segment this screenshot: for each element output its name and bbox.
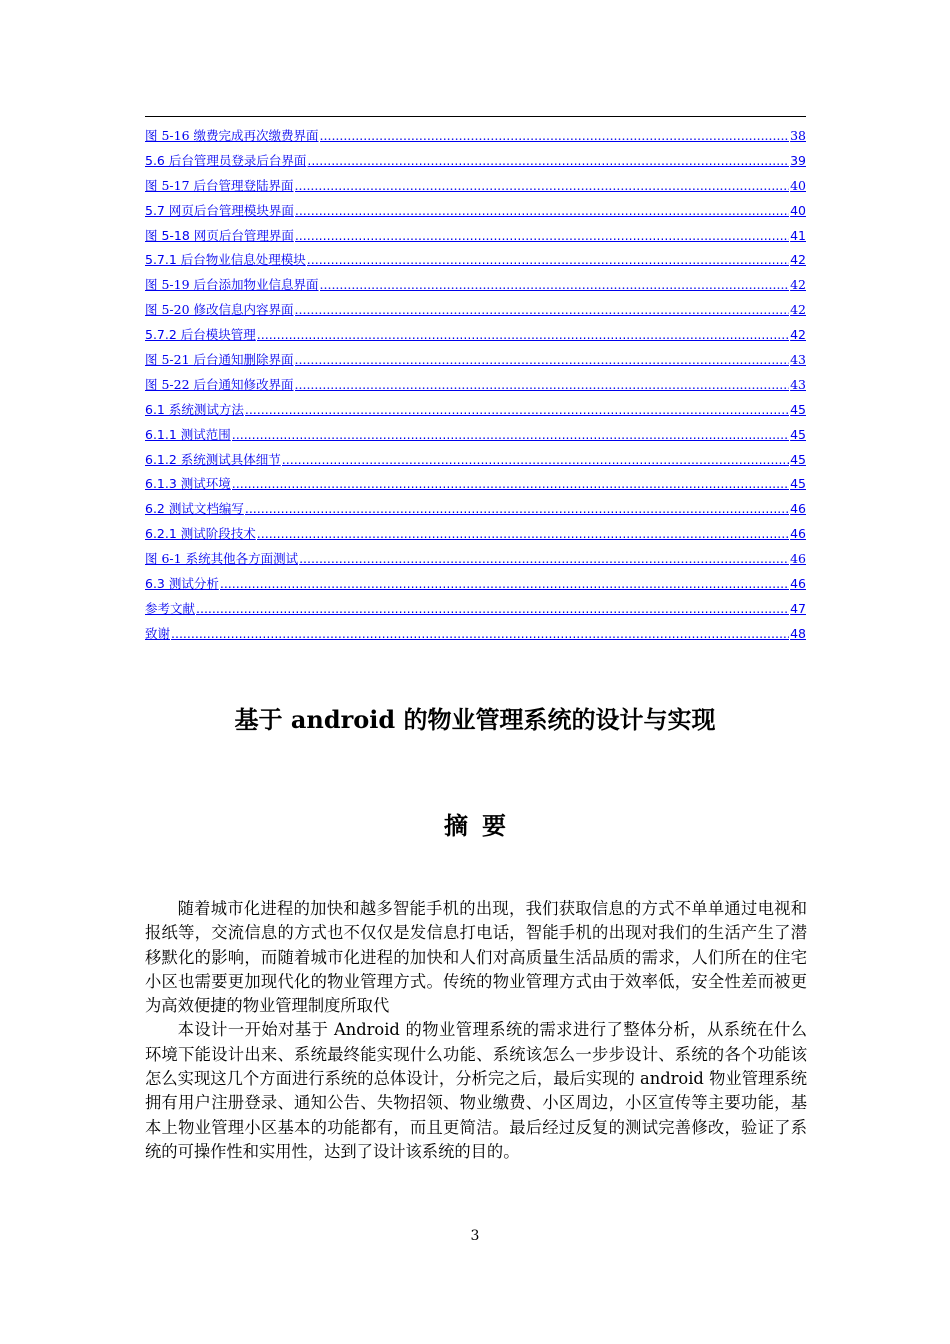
toc-entry[interactable] [145,574,806,599]
toc-entry-page: 46 [790,526,806,542]
toc-entry-page: 46 [790,551,806,567]
toc-entry-title: 图 5-16 缴费完成再次缴费界面 [145,128,319,143]
toc-entry-title: 6.1.2 系统测试具体细节 [145,451,281,467]
abstract-paragraph: 本设计一开始对基于 Android 的物业管理系统的需求进行了整体分析，从系统在什么环境下能设计出来、系统最终能实现什么功能、系统该怎么一步步设计、系统的各个功能该怎么实现这几个方面进行系统的总体设计，分析完之后，最后实现的 android 物业管理系统拥有用户注册登录、通知公告、失物招领、物业缴费、小区周边，小区宣传等主要功能，基本上物业管理小区基本的功能都有，而且更简洁。最后经过反复的测试完善修改，验证了系统的可操作性和实用性，达到了设计该系统的目的。 [145,1020,807,1161]
toc-entry-page: 40 [790,202,806,218]
toc-entry[interactable] [145,275,806,300]
toc-entry[interactable] [145,201,806,226]
toc-entry-page: 42 [790,252,806,268]
toc-entry-title: 图 5-18 网页后台管理界面 [145,227,294,243]
toc-entry-page: 41 [790,227,806,243]
toc-entry[interactable] [145,499,806,524]
toc-entry-page: 45 [790,401,806,417]
toc-entry[interactable] [145,425,806,450]
toc-entry-title: 图 5-22 后台通知修改界面 [145,376,294,392]
toc-entry[interactable] [145,549,806,574]
toc-entry[interactable] [145,250,806,275]
toc-entry-page: 45 [790,451,806,467]
toc-entry-page: 42 [790,277,806,293]
abstract-body [145,897,807,1164]
toc-entry[interactable] [145,325,806,350]
toc-entry-title: 6.3 测试分析 [145,576,219,592]
page-number: 3 [470,1228,480,1244]
toc-entry[interactable] [145,126,806,151]
toc-entry[interactable] [145,599,806,624]
toc-entry[interactable] [145,226,806,251]
toc-entry-title: 6.1.3 测试环境 [145,476,231,492]
toc-entry-title: 图 6-1 系统其他各方面测试 [145,551,299,567]
toc-entry-page: 39 [790,152,806,168]
toc-entry-page: 40 [790,177,806,193]
toc-entry-page: 42 [790,327,806,343]
toc-entry-title: 6.2 测试文档编写 [145,501,244,517]
toc-entry-title: 5.6 后台管理员登录后台界面 [145,152,307,168]
toc-entry-title: 5.7.1 后台物业信息处理模块 [145,252,306,268]
toc-entry-title: 5.7.2 后台模块管理 [145,327,256,343]
abstract-heading: 摘要 [444,811,520,840]
toc-entry-title: 5.7 网页后台管理模块界面 [145,202,294,218]
toc-entry-page: 48 [790,625,806,641]
toc-entry[interactable] [145,400,806,425]
toc-entry-page: 46 [790,501,806,517]
toc-entry[interactable] [145,176,806,201]
toc-entry-title: 图 5-20 修改信息内容界面 [145,302,294,318]
toc-entry-page: 38 [790,128,806,143]
toc-entry[interactable] [145,624,806,649]
toc-entry-title: 6.1 系统测试方法 [145,401,244,417]
toc-entry-page: 45 [790,426,806,442]
toc-entry[interactable] [145,350,806,375]
toc-entry-page: 43 [790,376,806,392]
toc-entry-title: 6.2.1 测试阶段技术 [145,526,256,542]
table-of-contents [145,126,806,649]
toc-entry[interactable] [145,450,806,475]
toc-entry-title: 致谢 [145,625,171,641]
toc-entry-page: 47 [790,600,806,616]
toc-entry[interactable] [145,375,806,400]
toc-entry-title: 图 5-19 后台添加物业信息界面 [145,277,319,293]
toc-entry-title: 6.1.1 测试范围 [145,426,231,442]
toc-entry-page: 42 [790,302,806,318]
toc-entry-page: 45 [790,476,806,492]
toc-entry[interactable] [145,151,806,176]
header-rule [145,116,806,117]
toc-entry-page: 46 [790,576,806,592]
toc-entry-title: 参考文献 [145,600,196,616]
toc-entry[interactable] [145,474,806,499]
toc-entry-title: 图 5-21 后台通知删除界面 [145,352,294,368]
toc-entry[interactable] [145,524,806,549]
document-title: 基于 android 的物业管理系统的设计与实现 [234,705,716,734]
toc-entry[interactable] [145,300,806,325]
toc-entry-page: 43 [790,352,806,368]
abstract-paragraph: 随着城市化进程的加快和越多智能手机的出现，我们获取信息的方式不单单通过电视和报纸等，交流信息的方式也不仅仅是发信息打电话，智能手机的出现对我们的生活产生了潜移默化的影响，而随着城市化进程的加快和人们对高质量生活品质的需求，人们所在的住宅小区也需要更加现代化的物业管理方式。传统的物业管理方式由于效率低，安全性差而被更为高效便捷的物业管理制度所取代 [145,899,807,1016]
toc-entry-title: 图 5-17 后台管理登陆界面 [145,177,294,193]
